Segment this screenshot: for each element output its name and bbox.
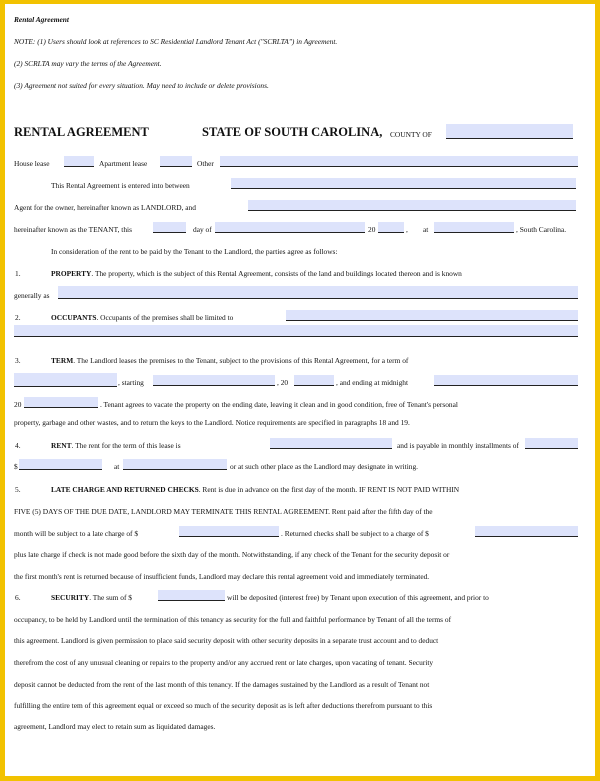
security-line-6: fulfilling the entire tem of this agreement equal or exceed so much of the security deposit as is left after deductions therefrom pursuant to this — [14, 701, 433, 710]
term-text: . The Landlord leases the premises to the Tenant, subject to the provisions of this Rental Agreement, for a term of — [73, 356, 409, 365]
property-return-text: property, garbage and other wastes, and to return the keys to the Landlord. Notice requirements are specified in paragraphs 18 and 19. — [14, 418, 410, 427]
payable-text: and is payable in monthly installments of — [397, 441, 519, 450]
end-year-field[interactable] — [24, 397, 98, 408]
late-charge-line-4: plus late charge if check is not made good before the sixth day of the month. Notwithstanding, if any check of the Tenant for the security deposit or — [14, 550, 450, 559]
monthly-rent-field[interactable] — [525, 438, 578, 449]
start-year-field[interactable] — [294, 375, 334, 386]
house-lease-label: House lease — [14, 159, 50, 168]
term-length-field[interactable] — [14, 373, 117, 387]
section-3-number: 3. — [15, 356, 21, 365]
security-deposited-text: will be deposited (interest free) by Tenant upon execution of this agreement, and prior to — [227, 593, 489, 602]
security-line-5: deposit cannot be deducted from the rent of the last month of this tenancy. If the damages sustained by the Landlord as a result of Tenant not — [14, 680, 430, 689]
section-4-number: 4. — [15, 441, 21, 450]
ending-label: , and ending at midnight — [336, 378, 409, 387]
occupants-field[interactable] — [286, 310, 578, 321]
returned-check-fee-field[interactable] — [475, 526, 578, 537]
security-line-3: this agreement. Landlord is given permission to place said security deposit with other security deposits in a separate trust account and to deduct — [14, 636, 439, 645]
section-2-number: 2. — [15, 313, 21, 322]
note-3: (3) Agreement not suited for every situation. May need to include or delete provisions. — [14, 81, 269, 90]
section-5-number: 5. — [15, 485, 21, 494]
start-year-prefix: , 20 — [277, 378, 289, 387]
south-carolina-label: , South Carolina. — [516, 225, 567, 234]
comma-sep: , — [406, 225, 408, 234]
late-charge-line-5: the first month's rent is returned because of insufficient funds, Landlord may declare this rental agreement void and immediately terminated. — [14, 572, 430, 581]
total-rent-field[interactable] — [270, 438, 392, 449]
end-year-prefix: 20 — [14, 400, 22, 409]
late-charge-text: . Rent is due in advance on the first day of the month. IF RENT IS NOT PAID WITHIN — [198, 485, 460, 494]
end-date-field[interactable] — [434, 375, 578, 386]
state-heading: STATE OF SOUTH CAROLINA, — [202, 125, 383, 139]
occupants-title: OCCUPANTS — [51, 313, 97, 322]
section-1-number: 1. — [15, 269, 21, 278]
consideration-text: In consideration of the rent to be paid by the Tenant to the Landlord, the parties agree as follows: — [51, 247, 338, 256]
security-line-2: occupancy, to be held by Landlord until the termination of this tenancy as security for the full and faithful performance by Tenant of all the terms of — [14, 615, 452, 624]
county-label: COUNTY OF — [390, 130, 432, 139]
property-text: . The property, which is the subject of this Rental Agreement, consists of the land and buildings located thereon and is known — [91, 269, 462, 278]
start-date-field[interactable] — [153, 375, 275, 386]
city-field[interactable] — [434, 222, 514, 233]
at-label: at — [423, 225, 429, 234]
section-6-number: 6. — [15, 593, 21, 602]
apartment-lease-label: Apartment lease — [99, 159, 148, 168]
document-page — [5, 4, 595, 776]
tenant-name-field[interactable] — [248, 200, 576, 211]
property-address-field[interactable] — [58, 286, 578, 299]
rent-text: . The rent for the term of this lease is — [71, 441, 181, 450]
intro-agent: Agent for the owner, hereinafter known as LANDLORD, and — [14, 203, 196, 212]
security-line-4: therefrom the cost of any unusual cleaning or repairs to the property and/or any accrued rent or late charges, upon vacating of tenant. Security — [14, 658, 434, 667]
security-sum-text: . The sum of $ — [89, 593, 132, 602]
agreement-month-field[interactable] — [215, 222, 365, 233]
other-place-text: or at such other place as the Landlord may designate in writing. — [230, 462, 418, 471]
property-title: PROPERTY — [51, 269, 92, 278]
late-charge-line-2: FIVE (5) DAYS OF THE DUE DATE, LANDLORD MAY TERMINATE THIS RENTAL AGREEMENT. Rent paid after the fifth day of the — [14, 507, 433, 516]
payment-place-field[interactable] — [123, 459, 227, 470]
late-charge-field[interactable] — [179, 526, 279, 537]
intro-tenant-known: hereinafter known as the TENANT, this — [14, 225, 132, 234]
apartment-lease-field[interactable] — [160, 156, 192, 167]
security-title: SECURITY — [51, 593, 90, 602]
other-lease-field[interactable] — [220, 156, 578, 167]
day-of-label: day of — [193, 225, 212, 234]
starting-label: , starting — [118, 378, 144, 387]
agreement-day-field[interactable] — [153, 222, 186, 233]
landlord-name-field[interactable] — [231, 178, 576, 189]
late-charge-line-3b: . Returned checks shall be subject to a charge of $ — [281, 529, 429, 538]
note-2: (2) SCRLTA may vary the terms of the Agreement. — [14, 59, 162, 68]
late-charge-title: LATE CHARGE AND RETURNED CHECKS — [51, 485, 199, 494]
year-prefix: 20 — [368, 225, 376, 234]
generally-as-label: generally as — [14, 291, 50, 300]
term-title: TERM — [51, 356, 74, 365]
occupants-field-2[interactable] — [14, 325, 578, 337]
agreement-year-field[interactable] — [378, 222, 404, 233]
other-label: Other — [197, 159, 214, 168]
house-lease-field[interactable] — [64, 156, 94, 167]
rent-title: RENT — [51, 441, 72, 450]
vacate-text: . Tenant agrees to vacate the property on the ending date, leaving it clean and in good condition, free of Tenant's personal — [100, 400, 458, 409]
rent-at-label: at — [114, 462, 120, 471]
occupants-text: . Occupants of the premises shall be limited to — [96, 313, 234, 322]
security-line-7: agreement, Landlord may elect to retain sum as liquidated damages. — [14, 722, 216, 731]
note-1: NOTE: (1) Users should look at references to SC Residential Landlord Tenant Act ("SCRLTA") in Agreement. — [14, 37, 338, 46]
county-field[interactable] — [446, 124, 573, 139]
intro-entered: This Rental Agreement is entered into between — [51, 181, 190, 190]
agreement-heading: RENTAL AGREEMENT — [14, 125, 149, 139]
installment-amount-field[interactable] — [19, 459, 102, 470]
doc-title: Rental Agreement — [14, 15, 69, 24]
late-charge-line-3a: month will be subject to a late charge of $ — [14, 529, 139, 538]
dollar-sign: $ — [14, 462, 18, 471]
security-deposit-field[interactable] — [158, 590, 225, 601]
